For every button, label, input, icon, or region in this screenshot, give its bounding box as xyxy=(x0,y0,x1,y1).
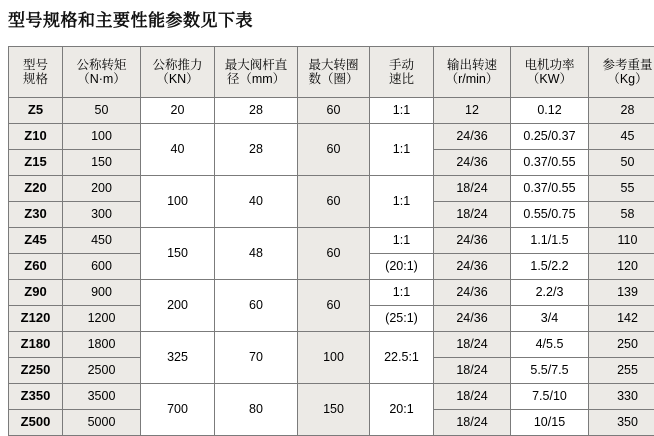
cell-ratio: 1:1 xyxy=(370,98,434,124)
cell-model: Z20 xyxy=(9,176,63,202)
cell-weight: 110 xyxy=(589,228,654,254)
page-title: 型号规格和主要性能参数见下表 xyxy=(8,6,253,31)
cell-model: Z350 xyxy=(9,384,63,410)
column-header-manual-ratio: 手动 速比 xyxy=(370,47,434,98)
column-header-model: 型号 规格 xyxy=(9,47,63,98)
cell-thrust: 40 xyxy=(141,124,215,176)
cell-speed: 24/36 xyxy=(434,150,511,176)
cell-ratio: 1:1 xyxy=(370,280,434,306)
cell-stem: 28 xyxy=(215,98,298,124)
cell-model: Z45 xyxy=(9,228,63,254)
table-row xyxy=(9,228,654,254)
cell-thrust: 700 xyxy=(141,384,215,436)
cell-speed: 18/24 xyxy=(434,384,511,410)
cell-torque: 450 xyxy=(63,228,141,254)
cell-power: 1.5/2.2 xyxy=(511,254,589,280)
cell-weight: 330 xyxy=(589,384,654,410)
cell-thrust: 200 xyxy=(141,280,215,332)
cell-power: 3/4 xyxy=(511,306,589,332)
cell-stem: 28 xyxy=(215,124,298,176)
cell-thrust: 325 xyxy=(141,332,215,384)
cell-ratio: (25:1) xyxy=(370,306,434,332)
cell-turns: 60 xyxy=(298,176,370,228)
column-header-output-speed: 输出转速 （r/min） xyxy=(434,47,511,98)
cell-stem: 60 xyxy=(215,280,298,332)
cell-weight: 139 xyxy=(589,280,654,306)
cell-torque: 200 xyxy=(63,176,141,202)
cell-weight: 350 xyxy=(589,410,654,436)
cell-torque: 5000 xyxy=(63,410,141,436)
cell-turns: 60 xyxy=(298,98,370,124)
cell-stem: 80 xyxy=(215,384,298,436)
cell-speed: 24/36 xyxy=(434,124,511,150)
cell-turns: 60 xyxy=(298,228,370,280)
cell-power: 2.2/3 xyxy=(511,280,589,306)
cell-power: 0.25/0.37 xyxy=(511,124,589,150)
cell-model: Z5 xyxy=(9,98,63,124)
cell-ratio: (20:1) xyxy=(370,254,434,280)
table-row xyxy=(9,332,654,358)
spec-table-container xyxy=(8,46,646,436)
cell-power: 4/5.5 xyxy=(511,332,589,358)
cell-model: Z250 xyxy=(9,358,63,384)
cell-weight: 28 xyxy=(589,98,654,124)
cell-ratio: 1:1 xyxy=(370,176,434,228)
cell-ratio: 20:1 xyxy=(370,384,434,436)
cell-ratio: 1:1 xyxy=(370,228,434,254)
table-row xyxy=(9,124,654,150)
cell-ratio: 1:1 xyxy=(370,124,434,176)
cell-power: 0.37/0.55 xyxy=(511,176,589,202)
cell-speed: 24/36 xyxy=(434,306,511,332)
cell-weight: 250 xyxy=(589,332,654,358)
cell-weight: 55 xyxy=(589,176,654,202)
cell-speed: 18/24 xyxy=(434,332,511,358)
cell-power: 0.55/0.75 xyxy=(511,202,589,228)
cell-speed: 18/24 xyxy=(434,358,511,384)
cell-stem: 40 xyxy=(215,176,298,228)
cell-torque: 3500 xyxy=(63,384,141,410)
cell-speed: 18/24 xyxy=(434,202,511,228)
cell-weight: 45 xyxy=(589,124,654,150)
cell-model: Z180 xyxy=(9,332,63,358)
cell-turns: 100 xyxy=(298,332,370,384)
cell-stem: 48 xyxy=(215,228,298,280)
table-header-row xyxy=(9,47,654,98)
cell-thrust: 150 xyxy=(141,228,215,280)
cell-model: Z30 xyxy=(9,202,63,228)
cell-power: 0.12 xyxy=(511,98,589,124)
cell-power: 5.5/7.5 xyxy=(511,358,589,384)
cell-speed: 24/36 xyxy=(434,254,511,280)
cell-model: Z90 xyxy=(9,280,63,306)
cell-turns: 60 xyxy=(298,280,370,332)
cell-speed: 12 xyxy=(434,98,511,124)
cell-torque: 900 xyxy=(63,280,141,306)
cell-torque: 1800 xyxy=(63,332,141,358)
cell-stem: 70 xyxy=(215,332,298,384)
cell-weight: 58 xyxy=(589,202,654,228)
cell-weight: 50 xyxy=(589,150,654,176)
cell-speed: 18/24 xyxy=(434,176,511,202)
cell-model: Z15 xyxy=(9,150,63,176)
table-row xyxy=(9,384,654,410)
spec-table xyxy=(8,46,654,436)
cell-torque: 1200 xyxy=(63,306,141,332)
cell-model: Z10 xyxy=(9,124,63,150)
cell-model: Z120 xyxy=(9,306,63,332)
column-header-thrust: 公称推力 （KN） xyxy=(141,47,215,98)
cell-power: 10/15 xyxy=(511,410,589,436)
cell-turns: 150 xyxy=(298,384,370,436)
cell-speed: 24/36 xyxy=(434,228,511,254)
column-header-motor-power: 电机功率 （KW） xyxy=(511,47,589,98)
cell-torque: 300 xyxy=(63,202,141,228)
cell-model: Z60 xyxy=(9,254,63,280)
cell-model: Z500 xyxy=(9,410,63,436)
table-row xyxy=(9,98,654,124)
table-row xyxy=(9,280,654,306)
column-header-weight: 参考重量 （Kg） xyxy=(589,47,654,98)
cell-ratio: 22.5:1 xyxy=(370,332,434,384)
cell-torque: 150 xyxy=(63,150,141,176)
cell-torque: 600 xyxy=(63,254,141,280)
cell-thrust: 20 xyxy=(141,98,215,124)
cell-weight: 142 xyxy=(589,306,654,332)
cell-weight: 255 xyxy=(589,358,654,384)
cell-power: 7.5/10 xyxy=(511,384,589,410)
column-header-stem-diameter: 最大阀杆直 径（mm） xyxy=(215,47,298,98)
table-row xyxy=(9,176,654,202)
cell-turns: 60 xyxy=(298,124,370,176)
cell-power: 0.37/0.55 xyxy=(511,150,589,176)
cell-torque: 100 xyxy=(63,124,141,150)
column-header-torque: 公称转矩 （N·m） xyxy=(63,47,141,98)
cell-torque: 2500 xyxy=(63,358,141,384)
cell-speed: 18/24 xyxy=(434,410,511,436)
cell-speed: 24/36 xyxy=(434,280,511,306)
cell-power: 1.1/1.5 xyxy=(511,228,589,254)
column-header-max-turns: 最大转圈 数（圈） xyxy=(298,47,370,98)
cell-weight: 120 xyxy=(589,254,654,280)
cell-thrust: 100 xyxy=(141,176,215,228)
cell-torque: 50 xyxy=(63,98,141,124)
